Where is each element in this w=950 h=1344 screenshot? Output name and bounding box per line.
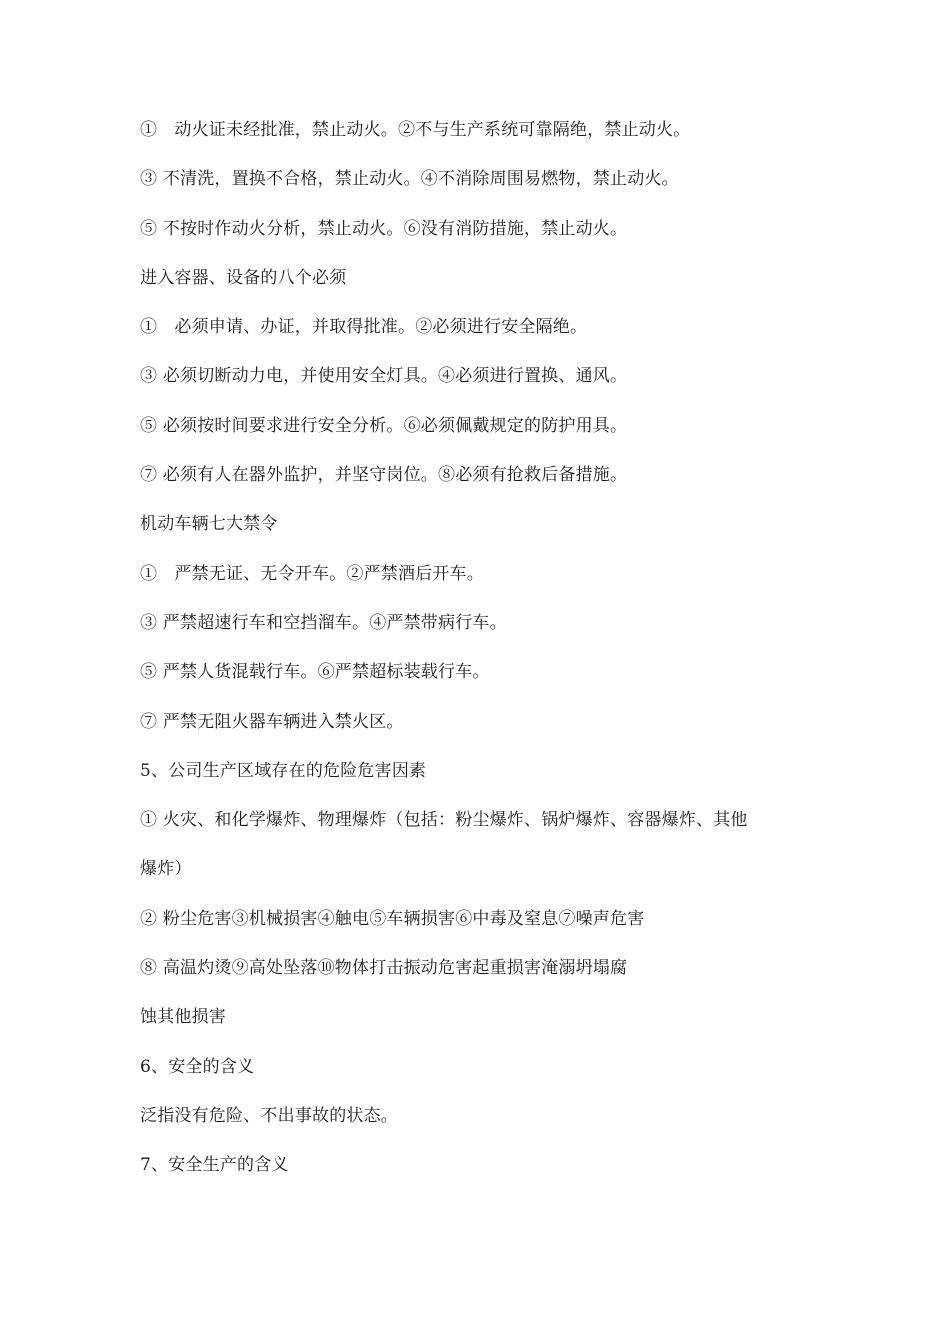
text-line: ① 严禁无证、无令开车。②严禁酒后开车。 (140, 563, 484, 584)
text-line: ⑧ 高温灼烫⑨高处坠落⑩物体打击振动危害起重损害淹溺坍塌腐 (140, 958, 628, 979)
text-line: ① 火灾、和化学爆炸、物理爆炸（包括：粉尘爆炸、锅炉爆炸、容器爆炸、其他 (140, 810, 748, 831)
text-line: 蚀其他损害 (140, 1007, 226, 1028)
section-heading: 进入容器、设备的八个必须 (140, 267, 347, 288)
text-line: ⑦ 必须有人在器外监护，并坚守岗位。⑧必须有抢救后备措施。 (140, 465, 628, 486)
text-line: 爆炸） (140, 859, 192, 880)
text-line: ⑤ 严禁人货混载行车。⑥严禁超标装载行车。 (140, 662, 490, 683)
section-heading: 6、安全的含义 (140, 1056, 255, 1077)
text-line: ③ 不清洗，置换不合格，禁止动火。④不消除周围易燃物，禁止动火。 (140, 169, 679, 190)
text-line: ③ 严禁超速行车和空挡溜车。④严禁带病行车。 (140, 612, 507, 633)
text-line: ⑤ 必须按时间要求进行安全分析。⑥必须佩戴规定的防护用具。 (140, 415, 628, 436)
section-heading: 5、公司生产区域存在的危险危害因素 (140, 760, 427, 781)
text-line: ① 必须申请、办证，并取得批准。②必须进行安全隔绝。 (140, 317, 588, 338)
document-page (140, 118, 840, 1203)
text-line: ② 粉尘危害③机械损害④触电⑤车辆损害⑥中毒及窒息⑦噪声危害 (140, 908, 645, 929)
section-heading: 机动车辆七大禁令 (140, 514, 278, 535)
text-line: ⑤ 不按时作动火分析，禁止动火。⑥没有消防措施，禁止动火。 (140, 218, 628, 239)
text-line: 泛指没有危险、不出事故的状态。 (140, 1105, 398, 1126)
text-line: ① 动火证未经批准，禁止动火。②不与生产系统可靠隔绝，禁止动火。 (140, 120, 691, 140)
text-line: ⑦ 严禁无阻火器车辆进入禁火区。 (140, 711, 404, 732)
text-line: ③ 必须切断动力电，并使用安全灯具。④必须进行置换、通风。 (140, 366, 628, 387)
section-heading: 7、安全生产的含义 (140, 1155, 289, 1176)
